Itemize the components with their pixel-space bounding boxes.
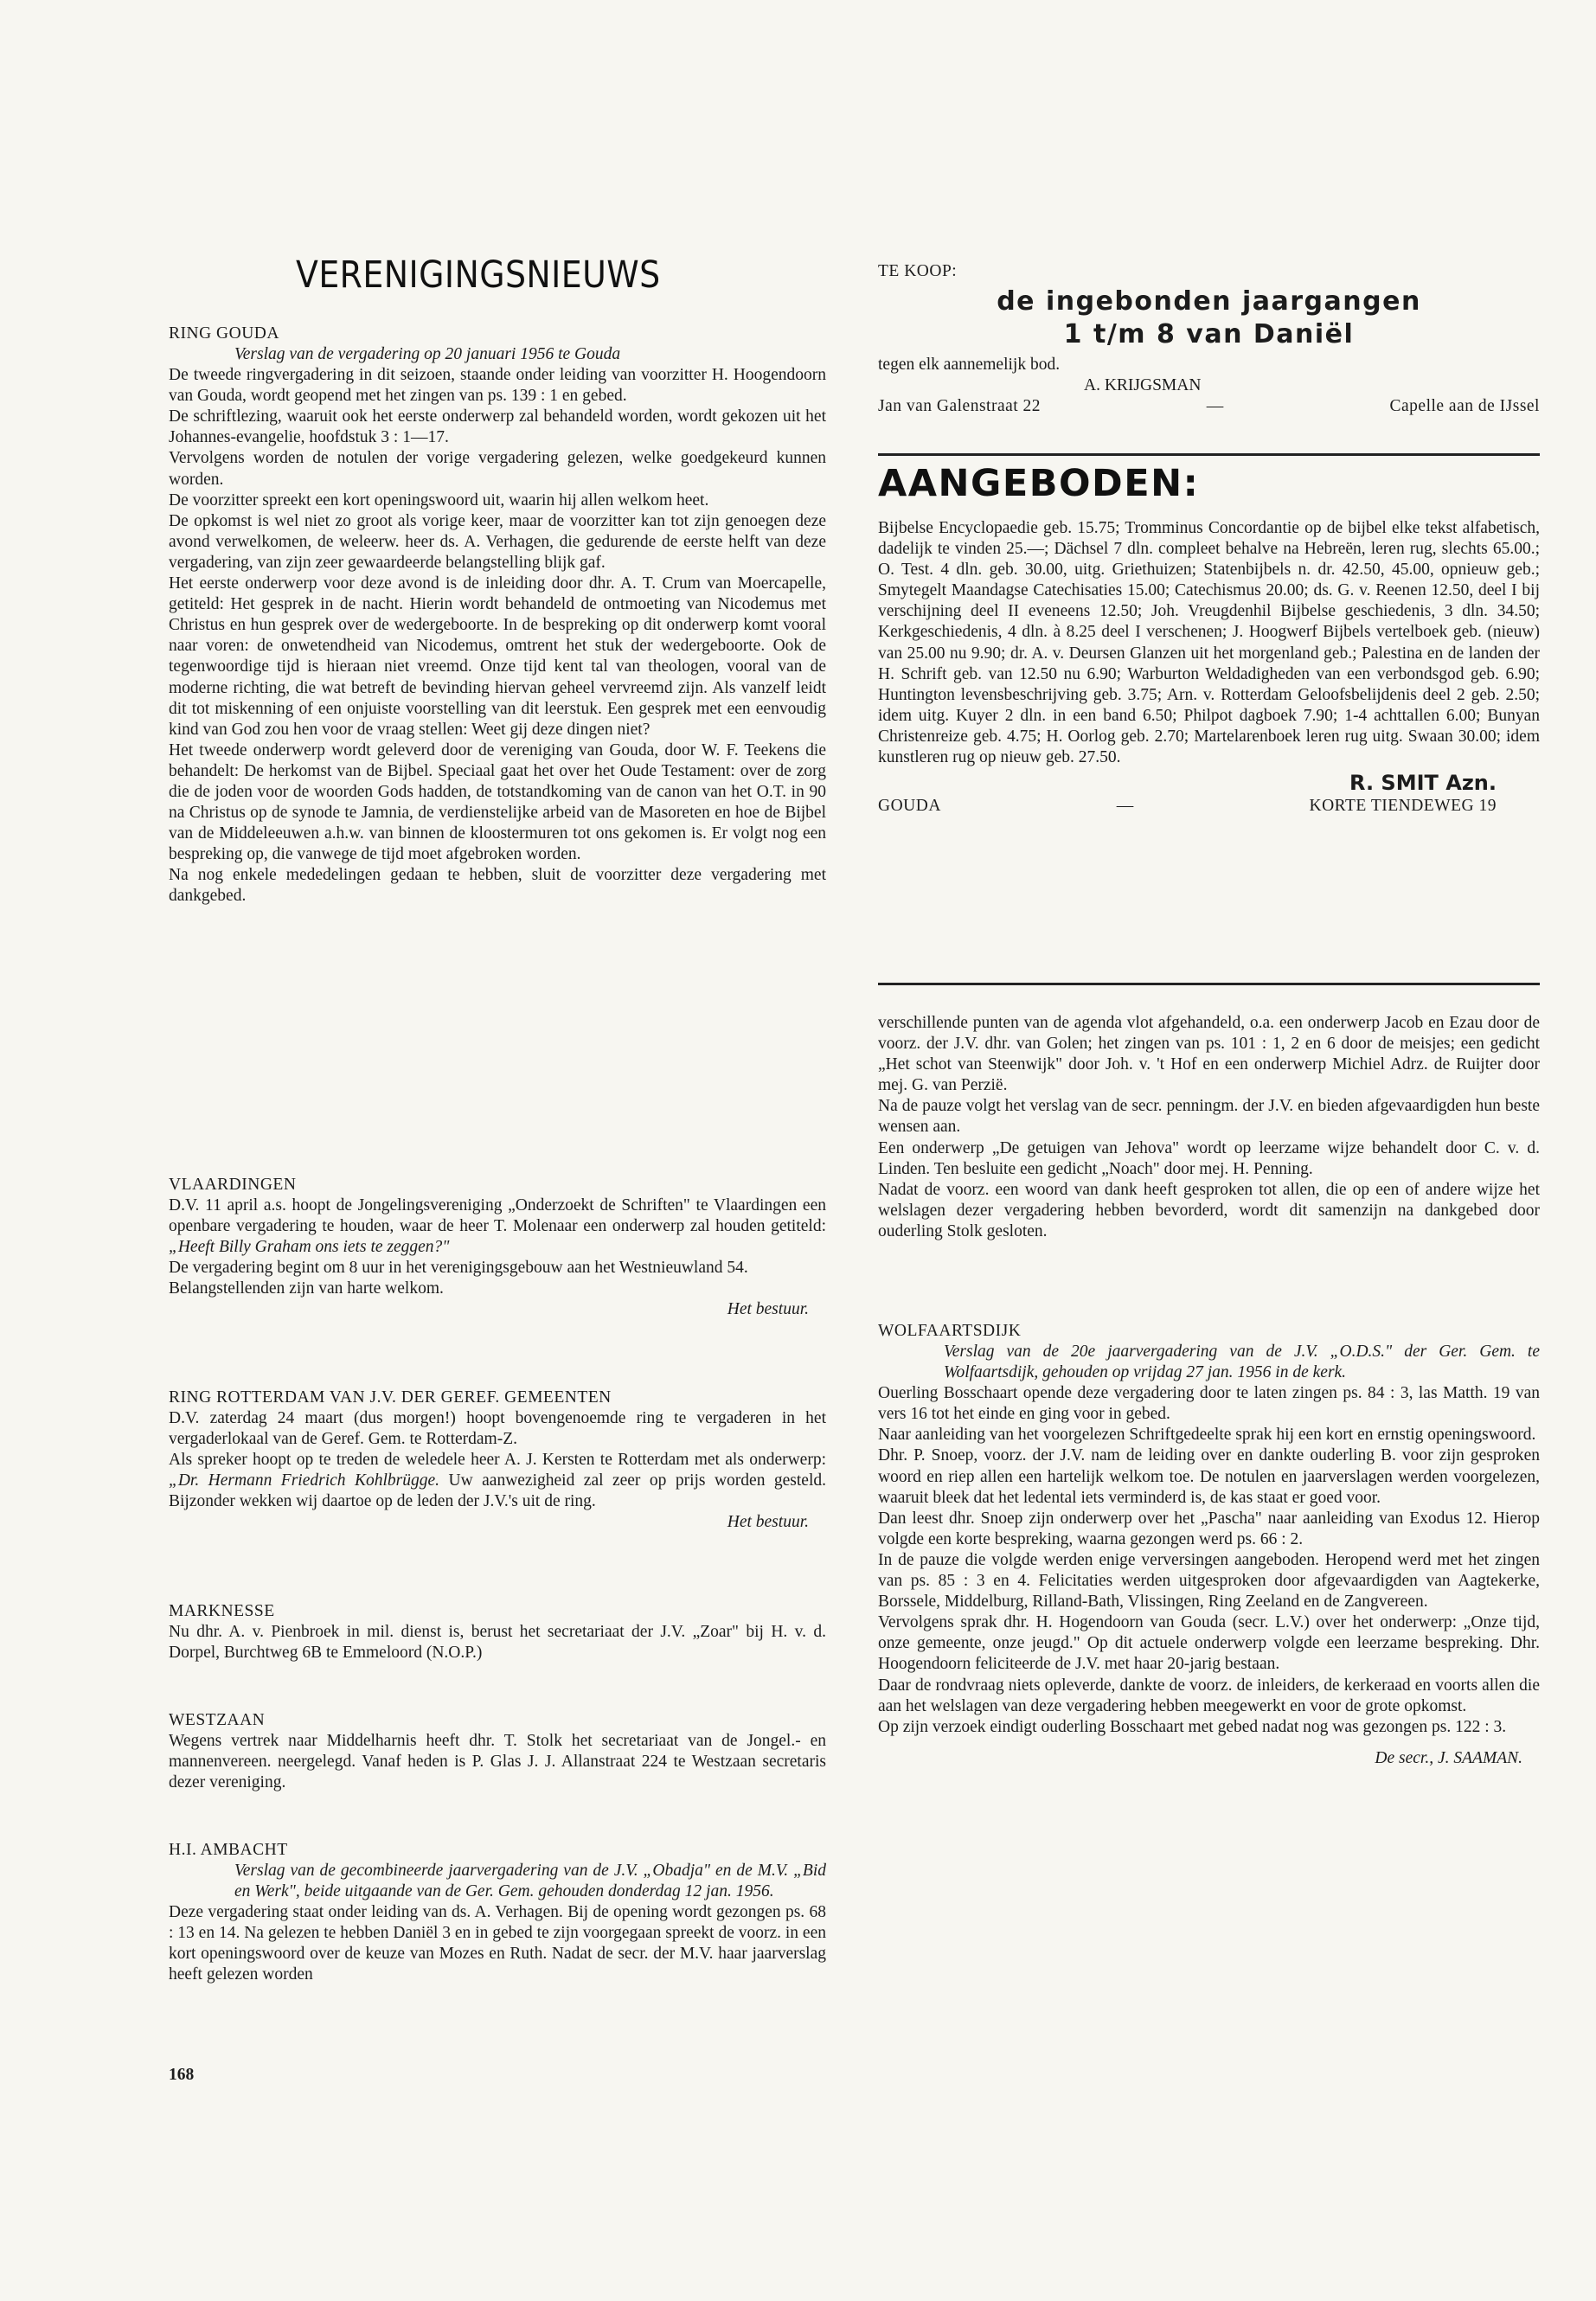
section-subtitle: Verslag van de vergadering op 20 januari 1956 te Gouda: [234, 345, 621, 363]
ad-address: KORTE TIENDEWEG 19: [1309, 797, 1497, 816]
ad-city: GOUDA: [878, 797, 941, 816]
section-vlaardingen: [169, 1175, 826, 1321]
ad-offer: tegen elk aannemelijk bod.: [878, 356, 1061, 374]
ad-street: Jan van Galenstraat 22: [878, 397, 1042, 416]
ad-city: Capelle aan de IJssel: [1389, 397, 1540, 416]
body-text: Als spreker hoopt op te treden de weledele heer A. J. Kersten te Rotterdam met als onderwerp:: [169, 1451, 826, 1470]
page-number: 168: [169, 2066, 195, 2084]
signature: De secr., J. SAAMAN.: [1375, 1748, 1522, 1767]
section-heading: RING ROTTERDAM VAN J.V. DER GEREF. GEMEENTEN: [169, 1388, 612, 1407]
signature: Het bestuur.: [727, 1300, 809, 1319]
section-body: De tweede ringvergadering in dit seizoen, staande onder leiding van voorzitter H. Hoogendoorn van Gouda, wordt geopend met het zingen van ps. 139 : 1 en gebed. De schriftlezing, waaruit ook het eerste onderwerp zal behandeld worden, wordt gekozen uit het Johannes-evangelie, hoofdstuk 3 : 1—17. Vervolgens worden de notulen der vorige vergadering gelezen, welke goedgekeurd kunnen worden. De voorzitter spreekt een kort openingswoord uit, waarin hij allen welkom heet. De opkomst is wel niet zo groot als vorige keer, maar de voorzitter kan tot zijn genoegen deze avond verwelkomen, de weleerw. heer ds. A. Verhagen, die gedurende de eerste helft van deze vergadering, van zijn zeer gewaardeerde belangstelling blijk gaf. Het eerste onderwerp voor deze avond is de inleiding door dhr. A. T. Crum van Moercapelle, getiteld: Het gesprek in de nacht. Hierin wordt behandeld de ontmoeting van Nicodemus met Christus en hun gesprek over de wedergeboorte. In de bespreking op dit onderwerp komt vooral naar voren: de onwetendheid van Nicodemus, omtrent het stuk der wedergeboorte. Ook de tegenwoordige tijd is hieraan niet vreemd. Onze tijd kent tal van theologen, vooral van de moderne richting, die wat betreft de bevinding hiervan geheel vervreemd zijn. Als vanzelf leidt dit tot miskenning of een onjuiste voorstelling van dit leerstuk. Een gesprek met een eenvoudig kind van God zou hen voor de vraag stellen: Weet gij deze dingen niet? Het tweede onderwerp wordt geleverd door de vereniging van Gouda, door W. F. Teekens die behandelt: De herkomst van de Bijbel. Speciaal gaat het over het Oude Testament: over de zorg die de joden voor de woorden Gods hadden, de totstandkoming van de canon van het O.T. in 90 na Christus op de synode te Jamnia, de verdienstelijke arbeid van de Masoreten en hoe de Bijbel van de Middeleeuwen a.h.w. van binnen de kloostermuren tot ons gekomen is. Er volgt nog een bespreking op, die vanwege de tijd moet afgebroken worden. Na nog enkele mededelingen gedaan te hebben, sluit de voorzitter deze vergadering met dankgebed.: [169, 366, 826, 906]
ad-address-row: [878, 796, 1540, 817]
section-ring-rotterdam: [169, 1388, 826, 1534]
section-heading: MARKNESSE: [169, 1602, 275, 1620]
section-ring-gouda: [169, 324, 826, 907]
ad-dash: —: [1116, 797, 1134, 816]
body-text: Uw aanwezigheid zal zeer op prijs worden gesteld. Bijzonder wekken wij daartoe op de leden der J.V.'s uit de ring.: [169, 1471, 827, 1511]
ad-seller: R. SMIT Azn.: [1349, 771, 1497, 796]
section-body: Wegens vertrek naar Middelharnis heeft dhr. T. Stolk het secretariaat van de Jongel.- en mannenvereen. neergelegd. Vanaf heden is P. Glas J. J. Allanstraat 224 te Westzaan secretaris dezer vereniging.: [169, 1732, 826, 1792]
aangeboden-title: AANGEBODEN:: [878, 462, 1200, 505]
section-heading: WESTZAAN: [169, 1711, 266, 1729]
page-title: VERENIGINGSNIEUWS: [296, 253, 661, 297]
ad-name: A. KRIJGSMAN: [1084, 376, 1202, 395]
ad-address-row: [878, 396, 1540, 417]
ad-headline-2: 1 t/m 8 van Daniël: [1063, 319, 1355, 349]
divider: [878, 453, 1540, 456]
section-body: Ouerling Bosschaart opende deze vergadering door te laten zingen ps. 84 : 3, las Matth. 19 van vers 16 tot het einde en ging voor in gebed. Naar aanleiding van het voorgelezen Schriftgedeelte sprak hij een kort en ernstig openingswoord. Dhr. P. Snoep, voorz. der J.V. nam de leiding over en dankte ouderling B. voor zijn gesproken woord en riep allen een hartelijk welkom toe. De notulen en jaarverslagen werden voorgelezen, waaruit bleek dat het ledental iets verminderd is, de kas staat er goed voor. Dan leest dhr. Snoep zijn onderwerp over het „Pascha" naar aanleiding van Exodus 12. Hierop volgde een korte bespreking, waarna gezongen werd ps. 66 : 2. In de pauze die volgde werden enige verversingen aangeboden. Heropend werd met het zingen van ps. 85 : 3 en 4. Felicitaties werden uitgesproken door afgevaardigden van Aagtekerke, Borssele, Middelburg, Rilland-Bath, Vlissingen, Ring Zeeland en de Zangvereen. Vervolgens sprak dhr. H. Hogendoorn van Gouda (secr. L.V.) over het onderwerp: „Onze tijd, onze gemeente, onze jeugd." Op dit actuele onderwerp volgde een leerzame bespreking. Dhr. Hoogendoorn feliciteerde de J.V. met haar 20-jarig bestaan. Daar de rondvraag niets opleverde, dankte de voorz. de inleiders, de kerkeraad en voorts allen die aan het welslagen van deze vergadering hebben meegewerkt en voor de grote opkomst. Op zijn verzoek eindigt ouderling Bosschaart met gebed nadat nog was gezongen ps. 122 : 3.: [878, 1384, 1540, 1736]
section-westzaan: [169, 1710, 826, 1793]
divider: [878, 983, 1540, 985]
section-body: verschillende punten van de agenda vlot afgehandeld, o.a. een onderwerp Jacob en Ezau door de voorz. der J.V. dhr. van Golen; het zingen van ps. 101 : 1, 2 en 6 door de meisjes; een gedicht „Het schot van Steenwijk" door Joh. v. 't Hof en een onderwerp Michiel Adrz. de Ruijter door mej. G. van Perzië. Na de pauze volgt het verslag van de secr. penningm. der J.V. en bieden afgevaardigden hun beste wensen aan. Een onderwerp „De getuigen van Jehova" wordt op leerzame wijze behandelt door C. v. d. Linden. Ten besluite een gedicht „Noach" door mej. H. Penning. Nadat de voorz. een woord van dank heeft gesproken tot allen, die op een of andere wijze het welslagen dezer vergadering hebben bevorderd, wordt dit samenzijn na dankgebed door ouderling Stolk gesloten.: [878, 1014, 1540, 1240]
section-continued: [878, 1013, 1540, 1242]
body-text: D.V. 11 april a.s. hoopt de Jongelingsvereniging „Onderzoekt de Schriften" te Vlaardingen een openbare vergadering te houden, waar de heer T. Molenaar een onderwerp zal houden getiteld:: [169, 1196, 826, 1236]
section-heading: VLAARDINGEN: [169, 1176, 297, 1194]
ad-label: TE KOOP:: [878, 262, 958, 280]
section-heading: WOLFAARTSDIJK: [878, 1322, 1022, 1340]
section-hi-ambacht: [169, 1840, 826, 1986]
section-heading: RING GOUDA: [169, 324, 279, 343]
ad-te-koop: [878, 261, 1540, 417]
topic-title: „Dr. Hermann Friedrich Kohlbrügge.: [169, 1471, 440, 1490]
ad-headline: de ingebonden jaargangen: [997, 286, 1421, 317]
section-body-2: De vergadering begint om 8 uur in het verenigingsgebouw aan het Westnieuwland 54. Belangstellenden zijn van harte welkom.: [169, 1259, 748, 1298]
section-body: D.V. zaterdag 24 maart (dus morgen!) hoopt bovengenoemde ring te vergaderen in het vergaderlokaal van de Geref. Gem. te Rotterdam-Z.: [169, 1409, 826, 1449]
ad-aangeboden: [878, 518, 1540, 817]
section-subtitle: Verslag van de 20e jaarvergadering van de J.V. „O.D.S." der Ger. Gem. te Wolfaartsdijk, gehouden op vrijdag 27 jan. 1956 in de kerk.: [944, 1343, 1540, 1382]
ad-body: Bijbelse Encyclopaedie geb. 15.75; Tromminus Concordantie op de bijbel elke tekst alfabetisch, dadelijk te vinden 25.—; Dächsel 7 dln. compleet behalve na Hebreën, leren rug, slechts 65.00.; O. Test. 4 dln. geb. 30.00, uitg. Griethuizen; Statenbijbels n. dr. 42.50, 45.00, opnieuw geb.; Smytegelt Maandagse Catechisaties 15.00; Catechismus 20.00; ds. G. v. Reenen 12.50, deel I bij verschijning deel II eveneens 12.50; Joh. Vreugdenhil Bijbelse geschiedenis, 3 dln. 34.50; Kerkgeschiedenis, 4 dln. à 8.25 deel I verschenen; J. Hoogwerf Bijbels vertelboek geb. (nieuw) van 25.00 nu 9.90; dr. A. v. Deursen Glanzen uit het morgenland geb.; Palestina en de landen der H. Schrift geb. van 12.50 nu 6.90; Warburton Weldadigheden van een verbondsgod geb. 6.90; Huntington levensbeschrijving geb. 3.75; Arn. v. Rotterdam Geloofsbelijdenis deel 2 geb. 2.50; idem uitg. Kuyer 2 dln. in een band 6.50; Philpot dagboek 7.90; 1-4 achttallen 6.00; Bunyan Christenreize geb. 4.75; H. Oorlog geb. 2.70; Martelarenboek leren rug uitg. Swaan 30.00; idem kunstleren rug op nieuw geb. 27.50.: [878, 519, 1540, 767]
section-marknesse: [169, 1601, 826, 1663]
section-wolfaartsdijk: [878, 1321, 1540, 1769]
signature: Het bestuur.: [727, 1513, 809, 1532]
section-subtitle: Verslag van de gecombineerde jaarvergadering van de J.V. „Obadja" en de M.V. „Bid en Werk", beide uitgaande van de Ger. Gem. gehouden donderdag 12 jan. 1956.: [234, 1862, 826, 1901]
section-body-2: [169, 1450, 826, 1512]
section-body: Deze vergadering staat onder leiding van ds. A. Verhagen. Bij de opening wordt gezongen ps. 68 : 13 en 14. Na gelezen te hebben Daniël 3 en in gebed te zijn voorgegaan spreekt de voorz. in een kort openingswoord over de keuze van Mozes en Ruth. Nadat de secr. der M.V. haar jaarverslag heeft gelezen worden: [169, 1903, 826, 1984]
section-heading: H.I. AMBACHT: [169, 1841, 288, 1859]
section-body: [169, 1195, 826, 1258]
section-body: Nu dhr. A. v. Pienbroek in mil. dienst is, berust het secretariaat der J.V. „Zoar" bij H. v. d. Dorpel, Burchtweg 6B te Emmeloord (N.O.P.): [169, 1623, 826, 1663]
quoted-title: „Heeft Billy Graham ons iets te zeggen?": [169, 1238, 450, 1257]
ad-dash: —: [1206, 397, 1224, 416]
